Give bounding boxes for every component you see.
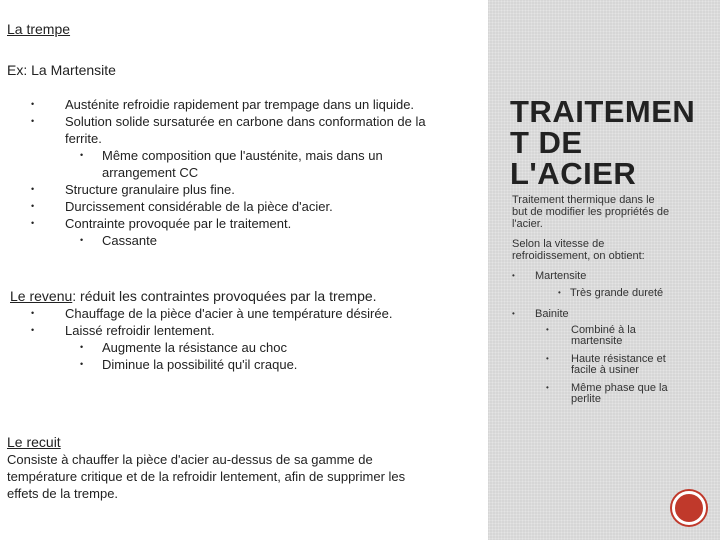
bullet: • (80, 150, 84, 160)
bullet: • (31, 99, 35, 109)
bullet: • (546, 354, 549, 363)
bainite-sub-item: Même phase que la (571, 382, 668, 394)
bullet: • (80, 359, 84, 369)
revenu-heading (10, 288, 377, 305)
revenu-term: Le revenu (10, 288, 73, 304)
recuit-heading: Le recuit (7, 434, 61, 450)
bullet: • (31, 325, 35, 335)
sub-list-item: Même composition que l'austénite, mais dans un (102, 148, 383, 163)
recuit-text-line: Consiste à chauffer la pièce d'acier au-dessus de sa gamme de (7, 452, 373, 467)
bullet: • (80, 235, 84, 245)
bullet: • (31, 218, 35, 228)
bullet: • (546, 383, 549, 392)
speed-line: Selon la vitesse de (512, 238, 605, 250)
list-item-continuation: ferrite. (65, 131, 102, 146)
bullet: • (512, 271, 515, 280)
navigation-circle-button[interactable] (672, 491, 706, 525)
example-heading: Ex: La Martensite (7, 62, 116, 78)
bullet: • (31, 116, 35, 126)
bainite-sub-item-continuation: perlite (571, 393, 601, 405)
bainite-sub-item-continuation: facile à usiner (571, 364, 639, 376)
bullet: • (31, 308, 35, 318)
bainite-item: Bainite (535, 308, 569, 320)
bainite-sub-item-continuation: martensite (571, 335, 623, 347)
sub-list-item-continuation: arrangement CC (102, 165, 199, 180)
title-la-trempe: La trempe (7, 21, 71, 37)
list-item: Contrainte provoquée par le traitement. (65, 216, 292, 231)
bainite-sub-item: Combiné à la (571, 324, 636, 336)
list-item: Austénite refroidie rapidement par trempage dans un liquide. (65, 97, 415, 112)
bullet: • (512, 309, 515, 318)
martensite-item: Martensite (535, 270, 587, 282)
list-item: Solution solide sursaturée en carbone dans conformation de la (65, 114, 426, 129)
revenu-description: : réduit les contraintes provoquées par la trempe. (72, 288, 377, 304)
slide-title: TRAITEMEN T DE L'ACIER (510, 94, 696, 191)
bullet: • (31, 184, 35, 194)
bainite-sub-item: Haute résistance et (571, 353, 666, 365)
description-line: l'acier. (512, 218, 543, 230)
bullet: • (558, 288, 561, 297)
description-line: but de modifier les propriétés de (512, 206, 670, 218)
list-item: Durcissement considérable de la pièce d'acier. (65, 199, 333, 214)
bullet: • (80, 342, 84, 352)
bullet: • (546, 325, 549, 334)
description-line: Traitement thermique dans le (512, 194, 655, 206)
speed-line: refroidissement, on obtient: (512, 250, 645, 262)
list-item: Laissé refroidir lentement. (65, 323, 215, 338)
list-item: Chauffage de la pièce d'acier à une température désirée. (65, 306, 393, 321)
sub-list-item: Augmente la résistance au choc (102, 340, 287, 355)
bullet: • (31, 201, 35, 211)
recuit-text-line: effets de la trempe. (7, 486, 119, 501)
list-item: Structure granulaire plus fine. (65, 182, 235, 197)
sub-list-item: Cassante (102, 233, 157, 248)
sub-list-item: Diminue la possibilité qu'il craque. (102, 357, 298, 372)
title-panel (488, 0, 720, 540)
recuit-text-line: température critique et de la refroidir lentement, afin de supprimer les (7, 469, 406, 484)
martensite-sub-item: Très grande dureté (570, 287, 664, 299)
